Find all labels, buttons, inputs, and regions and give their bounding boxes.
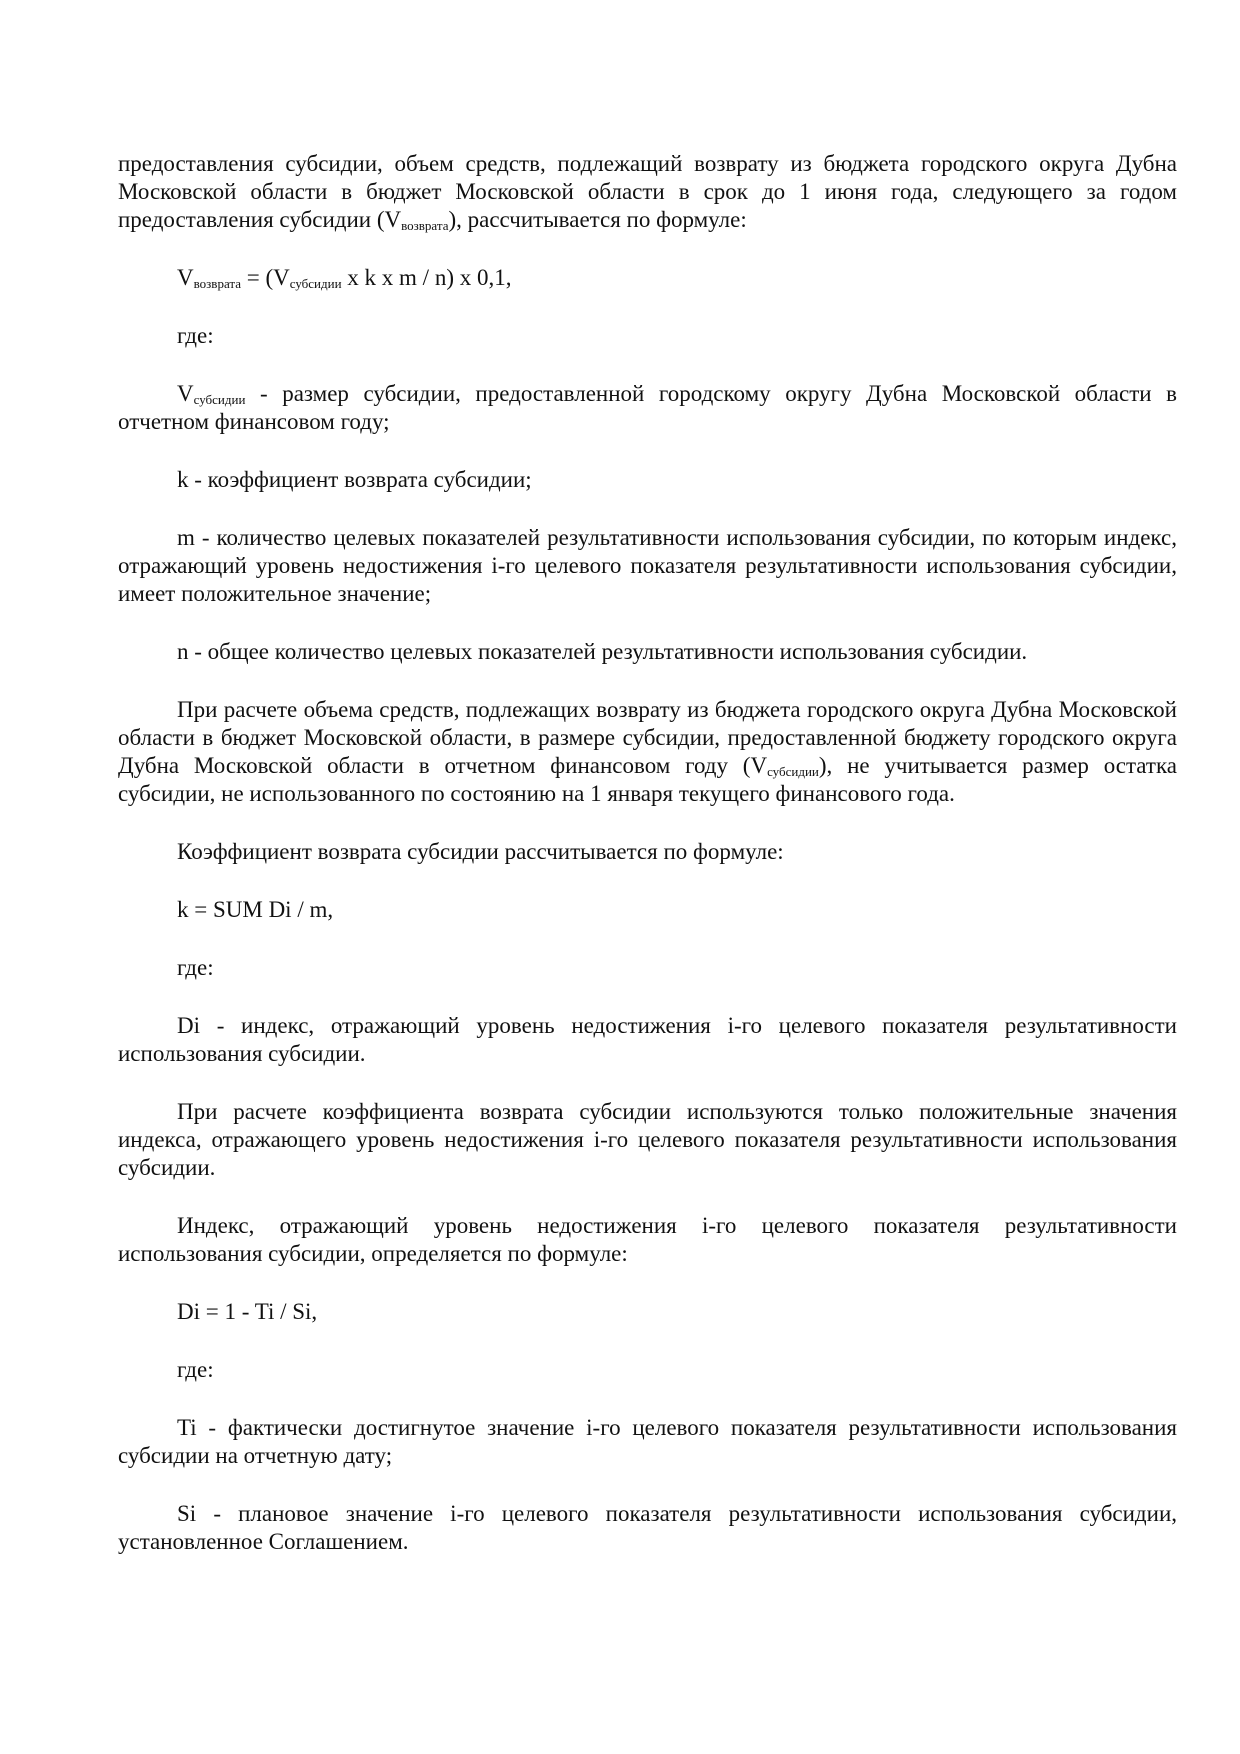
subscript-returned: возврата xyxy=(401,218,449,233)
paragraph-positive-values: При расчете коэффициента возврата субсидии используются только положительные значения индекса, отражающего уровень недостижения i-го целевого показателя результативности использования субсидии. xyxy=(118,1099,1177,1180)
where-label-1: где: xyxy=(177,323,214,348)
definition-n: n - общее количество целевых показателей результативности использования субсидии. xyxy=(177,639,1028,664)
paragraph-intro-text-a: предоставления субсидии, объем средств, подлежащий возврату из бюджета городского округа Дубна Московской области в бюджет Московской области в срок до 1 июня года, следующего за годом предоставления субсидии (V xyxy=(118,151,1177,232)
formula-di: Di = 1 - Ti / Si, xyxy=(177,1299,318,1324)
formula-v-returned: $V_{возврата} = (V_{субсидии}$ x k x m / n) x 0,1, xyxy=(177,265,512,291)
paragraph-intro-text-b: ), рассчитывается по формуле: xyxy=(448,207,747,232)
paragraph-intro xyxy=(118,150,1177,234)
formula-k: k = SUM Di / m, xyxy=(177,897,334,922)
definition-di: Di - индекс, отражающий уровень недостижения i-го целевого показателя результативности использования субсидии. xyxy=(118,1013,1177,1066)
paragraph-index: Индекс, отражающий уровень недостижения i-го целевого показателя результативности использования субсидии, определяется по формуле: xyxy=(118,1213,1177,1266)
definition-v-subsidy: $V_{субсидии}$ - размер субсидии, предоставленной городскому округу Дубна Московской области в отчетном финансовом году; xyxy=(118,381,1177,434)
paragraph-coefficient: Коэффициент возврата субсидии рассчитывается по формуле: xyxy=(177,839,784,864)
definition-ti: Ti - фактически достигнутое значение i-го целевого показателя результативности использования субсидии на отчетную дату; xyxy=(118,1415,1177,1468)
definition-si: Si - плановое значение i-го целевого показателя результативности использования субсидии, установленное Соглашением. xyxy=(118,1501,1177,1554)
definition-k: k - коэффициент возврата субсидии; xyxy=(177,467,532,492)
where-label-2: где: xyxy=(177,955,214,980)
paragraph-calculation: При расчете объема средств, подлежащих возврату из бюджета городского округа Дубна Московской области в бюджет Московской области, в размере субсидии, предоставленной бюджету городского округа Дубна Московской области в отчетном финансовом году $(V_{субсидии})$, не учитывается размер остатка субсидии, не использованного по состоянию на 1 января текущего финансового года. xyxy=(118,697,1178,806)
where-label-3: где: xyxy=(177,1357,214,1382)
document-page xyxy=(118,150,1177,1586)
definition-m: m - количество целевых показателей результативности использования субсидии, по которым индекс, отражающий уровень недостижения i-го целевого показателя результативности использования субсидии, имеет положительное значение; xyxy=(118,525,1177,606)
